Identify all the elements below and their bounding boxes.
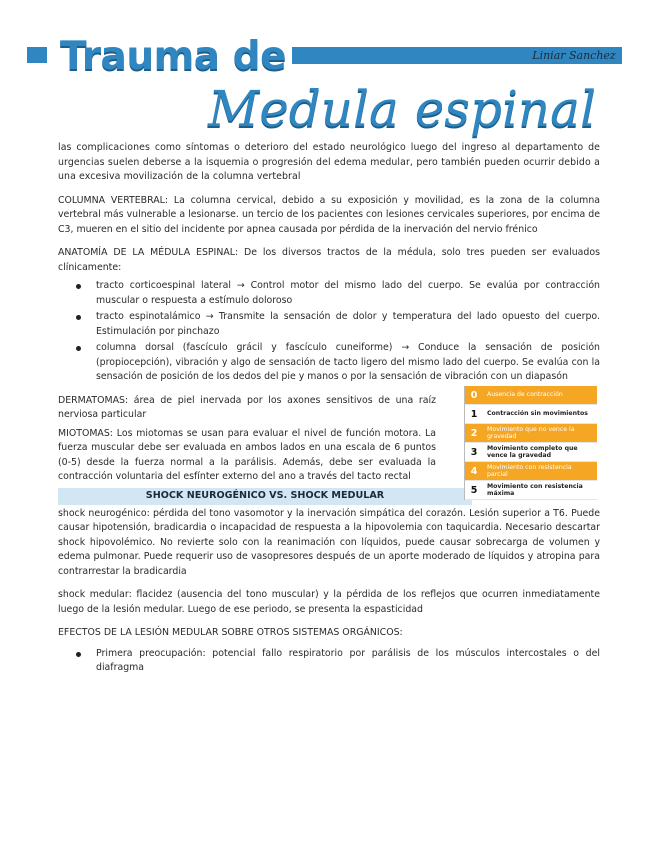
- scale-row: [465, 405, 597, 424]
- miotomas-label: MIOTOMAS:: [58, 427, 113, 439]
- miotomas-paragraph: [58, 427, 436, 485]
- scale-row: [465, 424, 597, 443]
- scale-description: Contracción sin movimientos: [483, 405, 597, 423]
- scale-row: [465, 481, 597, 500]
- scale-grade: 4: [465, 462, 483, 480]
- page-title-line2: Medula espinal: [208, 80, 596, 138]
- tracts-list: [58, 279, 600, 385]
- page-title-line1: Trauma de: [60, 34, 287, 79]
- shock-neurogenico-paragraph: shock neurogénico: pérdida del tono vasomotor y la inervación simpática del corazón. Lesión superior a T6. Puede causar hipotensión, bradicardia o incapacidad de respuesta a la hipovolemia con taquicardia. Necesario descartar shock hipovolémico. No revierte solo con la reanimación con líquidos, puede causar sobrecarga de volumen y edema pulmonar. Puede requerir uso de vasopresores después de un aporte moderado de líquidos y atropina para contrarrestar la bradicardia: [58, 507, 600, 577]
- columna-label: COLUMNA VERTEBRAL:: [58, 194, 169, 206]
- scale-row: [465, 386, 597, 405]
- miotomas-text: Los miotomas se usan para evaluar el nivel de función motora. La fuerza muscular debe ser evaluada en ambos lados en una escala de 6 puntos (0-5) desde la fuerza normal a la parálisis. Además, debe ser evaluada la contracción voluntaria del esfínter externo del ano a través del tacto rectal: [58, 427, 436, 482]
- list-item: tracto espinotalámico → Transmite la sensación de dolor y temperatura del lado opuesto del cuerpo. Estimulación por pinchazo: [82, 310, 600, 339]
- shock-medular-paragraph: shock medular: flacidez (ausencia del tono muscular) y la pérdida de los reflejos que ocurren inmediatamente luego de la lesión medular. Luego de ese periodo, se presenta la espasticidad: [58, 589, 600, 615]
- muscle-strength-scale: [464, 386, 597, 500]
- anatomia-paragraph: [58, 246, 600, 275]
- anatomia-label: ANATOMÍA DE LA MÉDULA ESPINAL:: [58, 247, 239, 258]
- list-item: Primera preocupación: potencial fallo respiratorio por parálisis de los músculos intercostales o del diafragma: [82, 647, 600, 676]
- scale-grade: 0: [465, 386, 483, 404]
- scale-description: Movimiento que no vence la gravedad: [483, 424, 597, 442]
- scale-grade: 3: [465, 443, 483, 461]
- scale-description: Movimiento con resistencia máxima: [483, 481, 597, 499]
- efectos-heading: EFECTOS DE LA LESIÓN MEDULAR SOBRE OTROS SISTEMAS ORGÁNICOS:: [58, 627, 403, 638]
- columna-text: La columna cervical, debido a su exposición y movilidad, es la zona de la columna vertebral más vulnerable a lesionarse. un tercio de los pacientes con lesiones cervicales superiores, por encima de C3, mueren en el sitio del incidente por apnea causada por pérdida de la inervación del nervio frénico: [58, 194, 601, 235]
- dermatomas-paragraph: [58, 394, 436, 423]
- scale-grade: 1: [465, 405, 483, 423]
- dermatomas-label: DERMATOMAS:: [58, 394, 129, 406]
- efectos-list: [58, 647, 600, 676]
- anatomia-text: De los diversos tractos de la médula, solo tres pueden ser evaluados clínicamente:: [58, 247, 600, 273]
- scale-row: [465, 443, 597, 462]
- author-signature: Liniar Sanchez: [532, 49, 616, 62]
- scale-grade: 2: [465, 424, 483, 442]
- header-accent-square: [27, 47, 47, 63]
- scale-grade: 5: [465, 481, 483, 499]
- scale-description: Movimiento completo que vence la gravedad: [483, 443, 597, 461]
- list-item: tracto corticoespinal lateral → Control motor del mismo lado del cuerpo. Se evalúa por contracción muscular o respuesta a estímulo doloroso: [82, 279, 600, 308]
- scale-row: [465, 462, 597, 481]
- columna-paragraph: [58, 194, 600, 238]
- shock-section-banner: SHOCK NEUROGÉNICO VS. SHOCK MEDULAR: [58, 488, 472, 505]
- scale-description: Ausencia de contracción: [483, 386, 597, 404]
- dermatomas-text: área de piel inervada por los axones sensitivos de una raíz nerviosa particular: [58, 394, 436, 420]
- intro-paragraph: las complicaciones como síntomas o deterioro del estado neurológico luego del ingreso al departamento de urgencias suelen deberse a la isquemia o progresión del edema medular, pero también pueden ocurrir debido a una excesiva movilización de la columna vertebral: [58, 142, 600, 182]
- scale-description: Movimiento con resistencia parcial: [483, 462, 597, 480]
- list-item: columna dorsal (fascículo grácil y fascículo cuneiforme) → Conduce la sensación de posición (propiocepción), vibración y algo de sensación de tacto ligero del mismo lado del cuerpo. Se evalúa con la sensación de posición de los dedos del pie y manos o por la sensación de vibración con un diapasón: [82, 341, 600, 385]
